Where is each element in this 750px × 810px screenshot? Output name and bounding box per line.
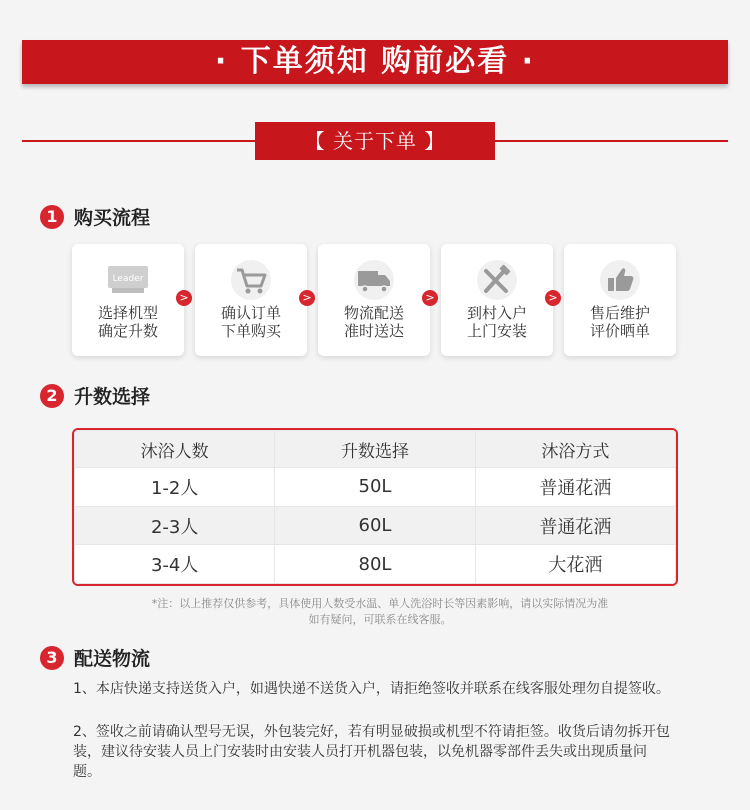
flow-arrow-icon: > [299, 290, 315, 306]
table-row [75, 506, 676, 545]
section-title: 配送物流 [74, 648, 151, 670]
flow-card-installation [441, 244, 553, 356]
section-title: 购买流程 [74, 207, 151, 229]
table-row [75, 468, 676, 507]
table-cell: 普通花洒 [475, 468, 675, 507]
flow-card-line: 售后维护 [589, 304, 650, 322]
capacity-heading [40, 382, 150, 409]
flow-card-line: 下单购买 [220, 322, 281, 340]
table-cell: 3-4人 [75, 545, 275, 584]
flow-arrow-icon: > [176, 290, 192, 306]
leader-logo-icon [102, 258, 154, 304]
step-number-badge: 1 [40, 205, 64, 229]
flow-card-line: 物流配送 [343, 304, 404, 322]
table-cell: 80L [275, 545, 475, 584]
table-cell: 普通花洒 [475, 506, 675, 545]
delivery-paragraph-1: 1、本店快递支持送货入户，如遇快递不送货入户，请拒绝签收并联系在线客服处理勿自提签收。 [73, 681, 670, 697]
flow-card-line: 选择机型 [97, 304, 158, 322]
table-cell: 60L [275, 506, 475, 545]
table-header-row [75, 431, 676, 468]
top-banner: · 下单须知 购前必看 · [22, 40, 728, 84]
thumbs-up-icon [594, 258, 646, 304]
tools-icon [471, 258, 523, 304]
flow-card-after-sales [564, 244, 676, 356]
table-cell: 大花洒 [475, 545, 675, 584]
purchase-flow-heading [40, 203, 150, 230]
delivery-paragraph-2: 2、签收之前请确认型号无误，外包装完好，若有明显破损或机型不符请拒签。收货后请勿拆开包装，建议待安装人员上门安装时由安装人员打开机器包装，以免机器零部件丢失或出现质量问题。 [73, 724, 670, 780]
flow-card-line: 评价晒单 [589, 322, 650, 340]
table-note: *注：以上推荐仅供参考，具体使用人数受水温、单人洗浴时长等因素影响，请以实际情况为准 [151, 597, 609, 610]
table-header-cell: 沐浴方式 [475, 431, 675, 468]
flow-card-line: 上门安装 [466, 322, 527, 340]
capacity-table [72, 428, 678, 586]
section-title: 升数选择 [74, 386, 151, 408]
table-cell: 1-2人 [75, 468, 275, 507]
flow-card-confirm-order [195, 244, 307, 356]
flow-arrow-icon: > [545, 290, 561, 306]
flow-card-line: 确认订单 [220, 304, 281, 322]
flow-card-line: 到村入户 [466, 304, 527, 322]
table-row [75, 545, 676, 584]
flow-card-line: 确定升数 [97, 322, 158, 340]
flow-card-select-model [72, 244, 184, 356]
cart-icon [225, 258, 277, 304]
table-note-contact: 如有疑问，可联系在线客服。 [308, 613, 452, 626]
step-number-badge: 3 [40, 646, 64, 670]
flow-arrow-icon: > [422, 290, 438, 306]
table-cell: 50L [275, 468, 475, 507]
table-header-cell: 沐浴人数 [75, 431, 275, 468]
step-number-badge: 2 [40, 384, 64, 408]
section-tag: 【 关于下单 】 [255, 122, 495, 160]
flow-card-line: 准时送达 [343, 322, 404, 340]
truck-icon [348, 258, 400, 304]
table-cell: 2-3人 [75, 506, 275, 545]
purchase-flow [72, 244, 678, 356]
table-header-cell: 升数选择 [275, 431, 475, 468]
flow-card-delivery [318, 244, 430, 356]
svg-text:Leader: Leader [112, 274, 144, 284]
delivery-heading [40, 644, 150, 671]
